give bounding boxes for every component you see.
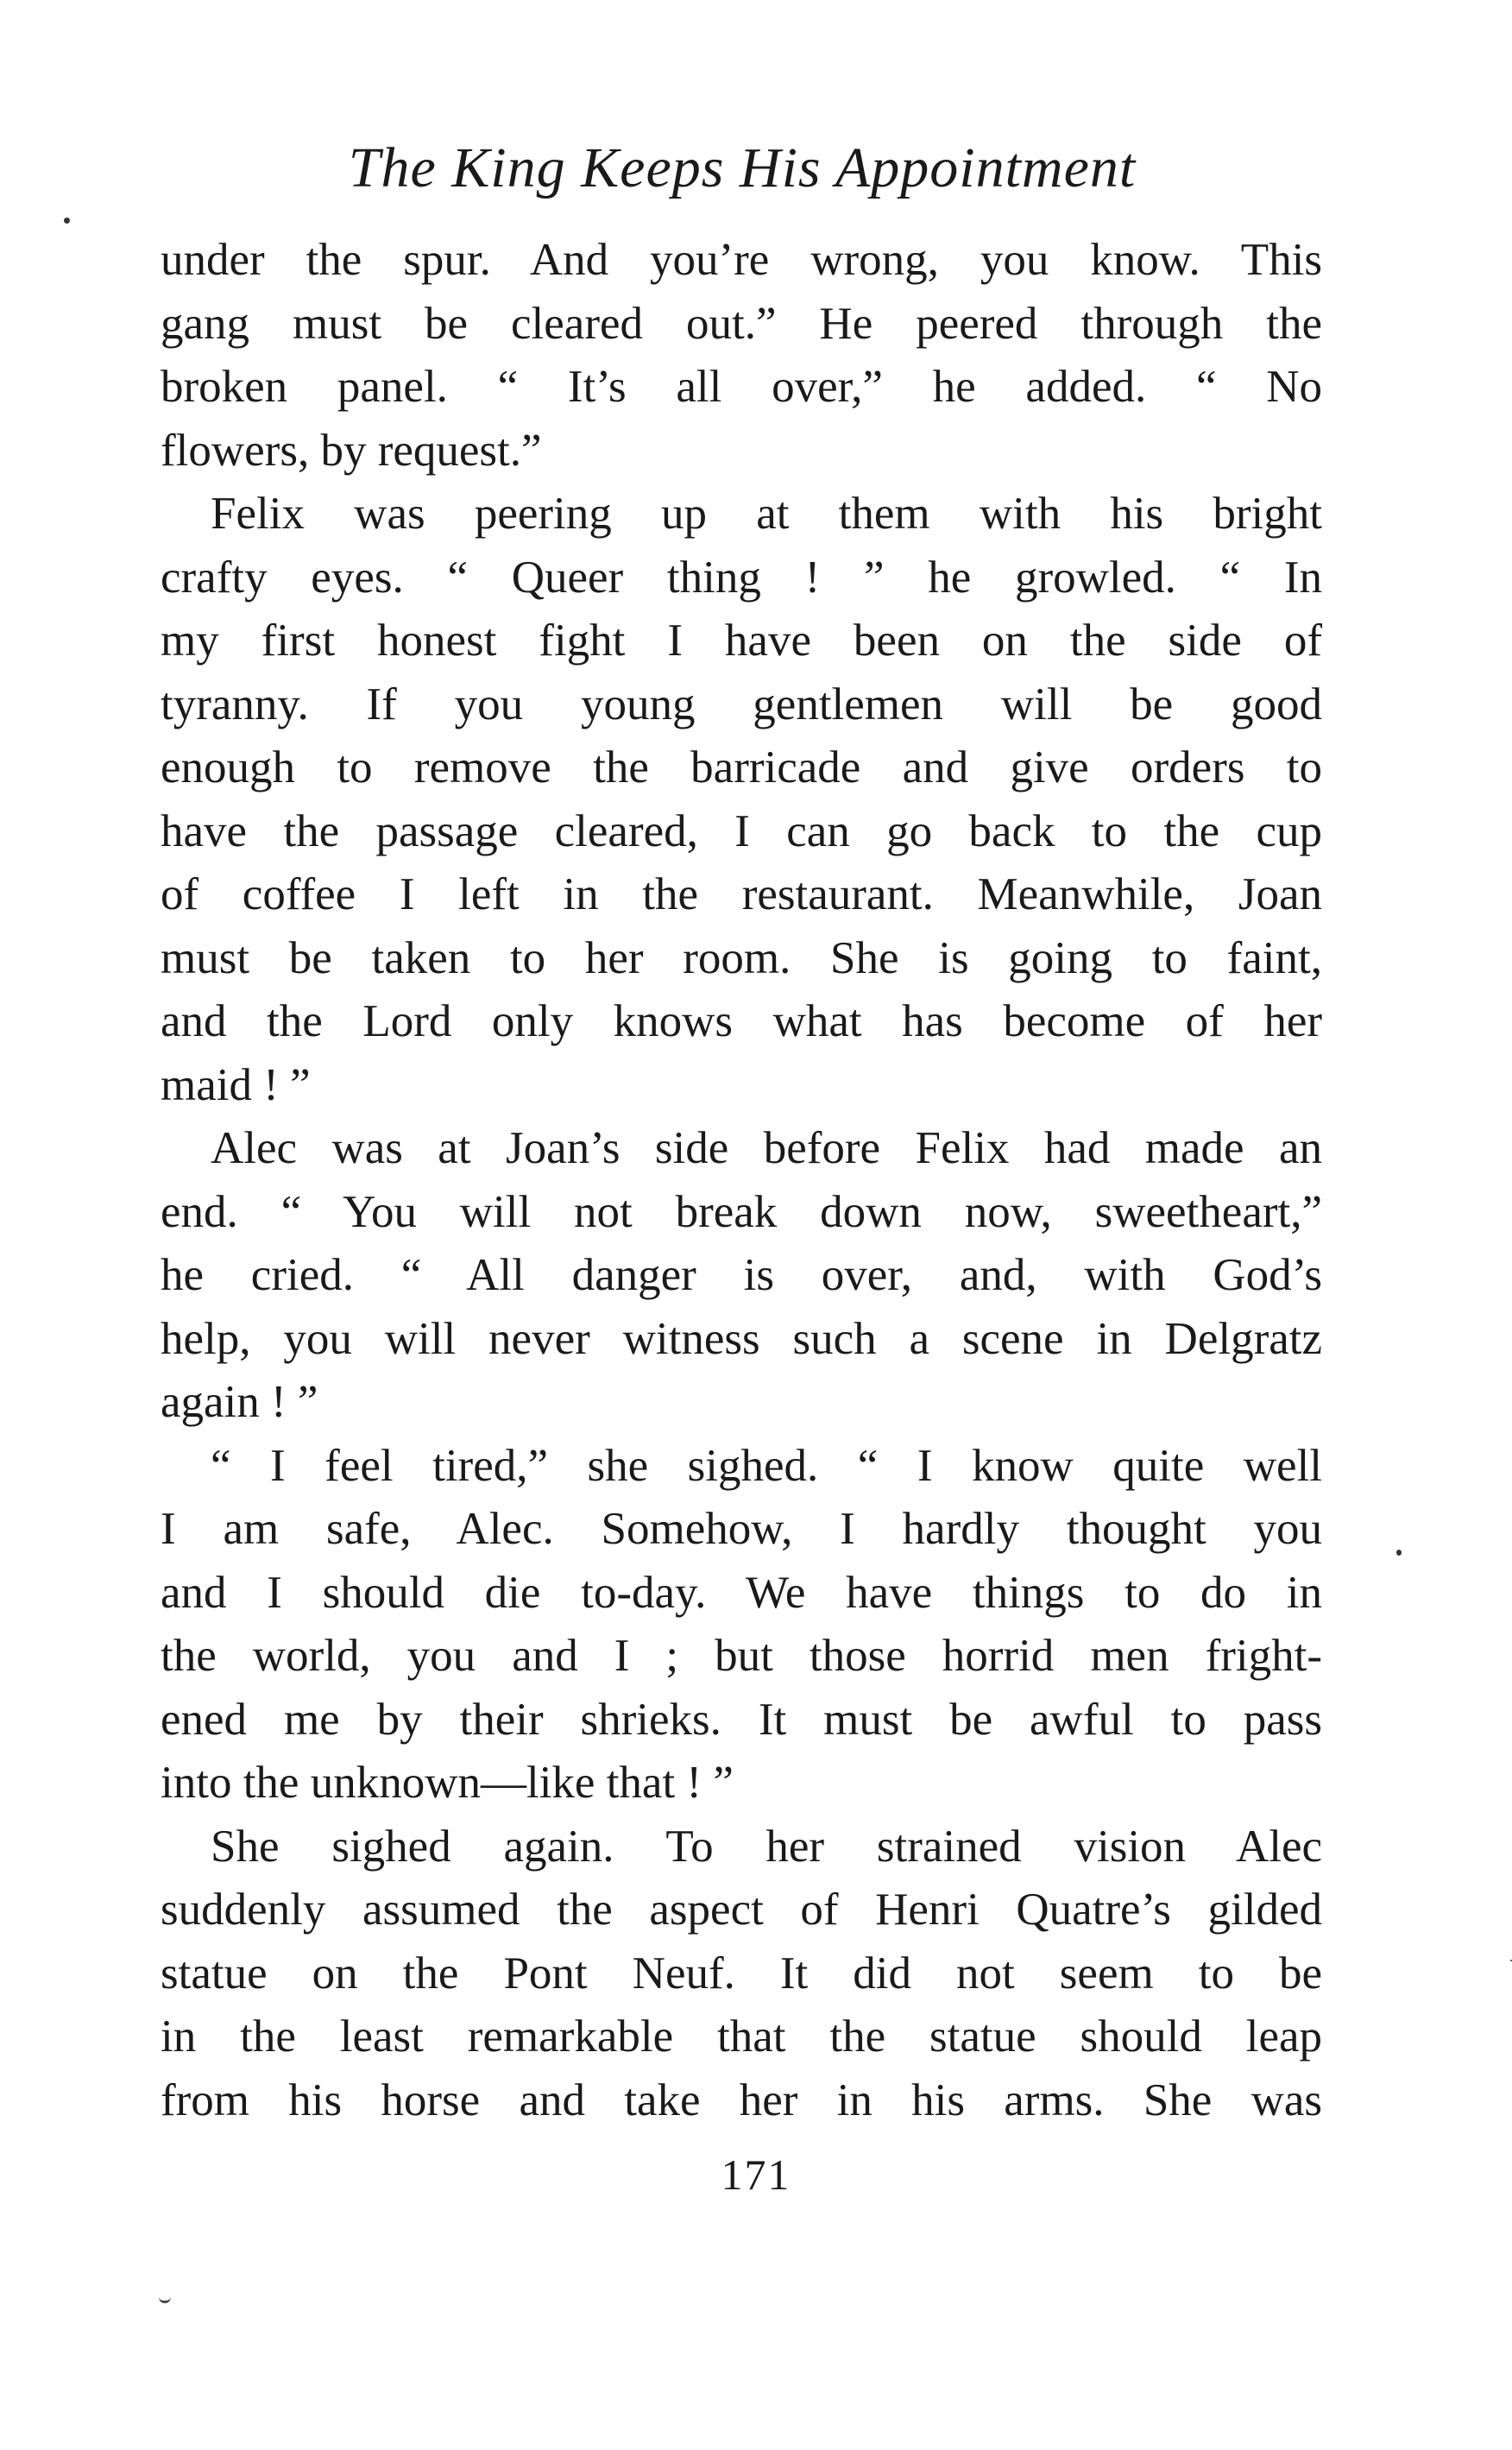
- text-line: of coffee I left in the restaurant. Meanwhile, Joan: [161, 869, 1322, 919]
- text-line: must be taken to her room. She is going to faint,: [161, 932, 1322, 983]
- text-line: he cried. “ All danger is over, and, with God’s: [161, 1250, 1322, 1300]
- text-line: suddenly assumed the aspect of Henri Quatre’s gilded: [161, 1885, 1322, 1935]
- print-speck: [1396, 1550, 1402, 1556]
- text-line: Felix was peering up at them with his bright: [211, 489, 1322, 539]
- text-line: enough to remove the barricade and give orders to: [161, 742, 1322, 792]
- text-line: and I should die to-day. We have things to do in: [161, 1567, 1322, 1618]
- text-line: maid ! ”: [161, 1059, 311, 1110]
- body-text: [161, 229, 1322, 2132]
- text-line: crafty eyes. “ Queer thing ! ” he growled. “ In: [161, 552, 1322, 603]
- text-line: into the unknown—like that ! ”: [161, 1758, 734, 1808]
- text-line: and the Lord only knows what has become of her: [161, 996, 1322, 1046]
- text-line: my first honest fight I have been on the side of: [161, 616, 1322, 666]
- text-line: have the passage cleared, I can go back to the cup: [161, 805, 1322, 856]
- text-line: gang must be cleared out.” He peered through the: [161, 298, 1322, 349]
- text-line: flowers, by request.”: [161, 425, 542, 476]
- text-line: ened me by their shrieks. It must be awful to pass: [161, 1694, 1322, 1745]
- text-line: statue on the Pont Neuf. It did not seem to be: [161, 1948, 1322, 1999]
- text-line: “ I feel tired,” she sighed. “ I know quite well: [211, 1440, 1322, 1491]
- text-line: from his horse and take her in his arms. She was: [161, 2074, 1322, 2125]
- text-line: help, you will never witness such a scene in Delgratz: [161, 1313, 1322, 1364]
- text-line: again ! ”: [161, 1377, 318, 1427]
- text-line: under the spur. And you’re wrong, you know. This: [161, 235, 1322, 285]
- print-speck: [64, 218, 70, 224]
- text-line: I am safe, Alec. Somehow, I hardly thought you: [161, 1504, 1322, 1554]
- text-line: tyranny. If you young gentlemen will be good: [161, 679, 1322, 729]
- print-speck: [159, 2296, 171, 2303]
- text-line: in the least remarkable that the statue should leap: [161, 2011, 1322, 2062]
- text-line: end. “ You will not break down now, sweetheart,”: [161, 1186, 1322, 1237]
- running-head: The King Keeps His Appointment: [348, 136, 1137, 199]
- text-line: the world, you and I ; but those horrid men fright-: [161, 1631, 1322, 1681]
- text-line: broken panel. “ It’s all over,” he added. “ No: [161, 362, 1322, 412]
- page-number: 171: [721, 2150, 791, 2199]
- text-line: She sighed again. To her strained vision Alec: [211, 1821, 1322, 1872]
- text-line: Alec was at Joan’s side before Felix had made an: [211, 1123, 1322, 1173]
